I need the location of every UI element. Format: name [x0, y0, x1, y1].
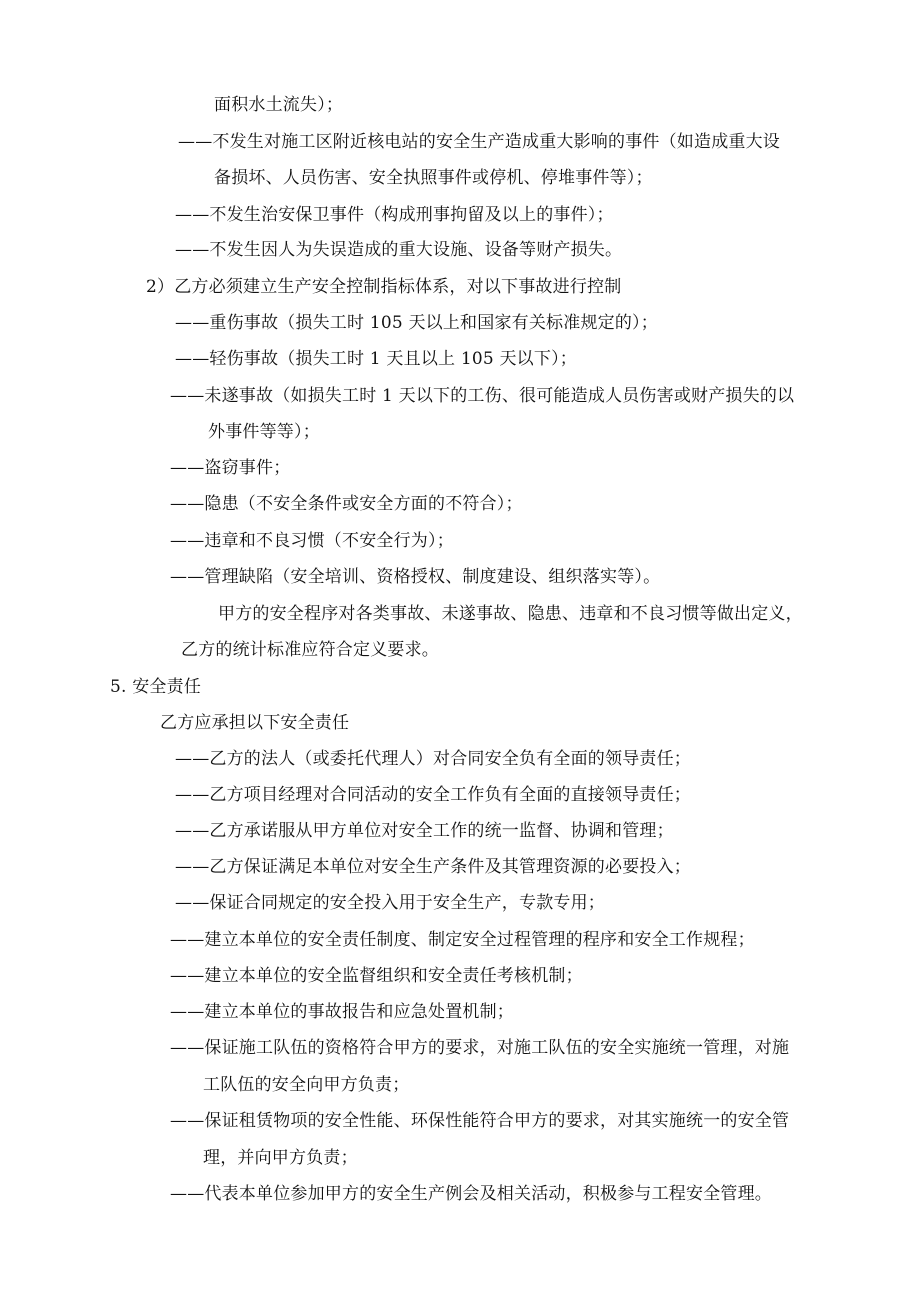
text-line: 面积水土流失）； [214, 95, 344, 115]
text-line: ——代表本单位参加甲方的安全生产例会及相关活动，积极参与工程安全管理。 [170, 1184, 772, 1204]
text-line: ——乙方项目经理对合同活动的安全工作负有全面的直接领导责任； [175, 785, 691, 805]
text-line: ——建立本单位的安全监督组织和安全责任考核机制； [170, 966, 583, 986]
text-line: ——乙方的法人（或委托代理人）对合同安全负有全面的领导责任； [175, 749, 691, 769]
text-line: ——重伤事故（损失工时 105 天以上和国家有关标准规定的）； [175, 313, 658, 333]
text-line: ——建立本单位的事故报告和应急处置机制； [170, 1002, 514, 1022]
text-line: ——隐患（不安全条件或安全方面的不符合）； [170, 494, 523, 514]
text-line: ——保证租赁物项的安全性能、环保性能符合甲方的要求，对其实施统一的安全管 [170, 1111, 790, 1131]
text-line: ——不发生治安保卫事件（构成刑事拘留及以上的事件）； [175, 205, 614, 225]
text-line: 工队伍的安全向甲方负责； [203, 1075, 410, 1095]
text-line: ——违章和不良习惯（不安全行为）； [170, 531, 454, 551]
text-line: ——保证施工队伍的资格符合甲方的要求，对施工队伍的安全实施统一管理，对施 [170, 1038, 790, 1058]
text-line: ——盗窃事件； [170, 458, 291, 478]
text-line: 乙方应承担以下安全责任 [160, 713, 350, 733]
text-line: 理，并向甲方负责； [203, 1148, 358, 1168]
text-line: ——轻伤事故（损失工时 1 天且以上 105 天以下）； [175, 349, 577, 369]
text-line: ——不发生对施工区附近核电站的安全生产造成重大影响的事件（如造成重大设 [178, 132, 780, 152]
text-line: 备损坏、人员伤害、安全执照事件或停机、停堆事件等）； [214, 168, 653, 188]
text-line: 2）乙方必须建立生产安全控制指标体系，对以下事故进行控制 [146, 277, 622, 297]
text-line: ——建立本单位的安全责任制度、制定安全过程管理的程序和安全工作规程； [170, 930, 755, 950]
text-line: ——乙方承诺服从甲方单位对安全工作的统一监督、协调和管理； [175, 821, 674, 841]
text-line: ——未遂事故（如损失工时 1 天以下的工伤、很可能造成人员伤害或财产损失的以 [170, 386, 795, 406]
text-line: 外事件等等）； [208, 422, 320, 442]
text-line: ——不发生因人为失误造成的重大设施、设备等财产损失。 [175, 240, 623, 260]
text-line: 甲方的安全程序对各类事故、未遂事故、隐患、违章和不良习惯等做出定义， [218, 604, 803, 624]
text-line: ——乙方保证满足本单位对安全生产条件及其管理资源的必要投入； [175, 857, 691, 877]
text-line: 乙方的统计标准应符合定义要求。 [181, 640, 439, 660]
text-line: ——管理缺陷（安全培训、资格授权、制度建设、组织落实等）。 [170, 567, 661, 587]
section-heading: 5. 安全责任 [110, 677, 202, 697]
text-line: ——保证合同规定的安全投入用于安全生产，专款专用； [175, 893, 605, 913]
